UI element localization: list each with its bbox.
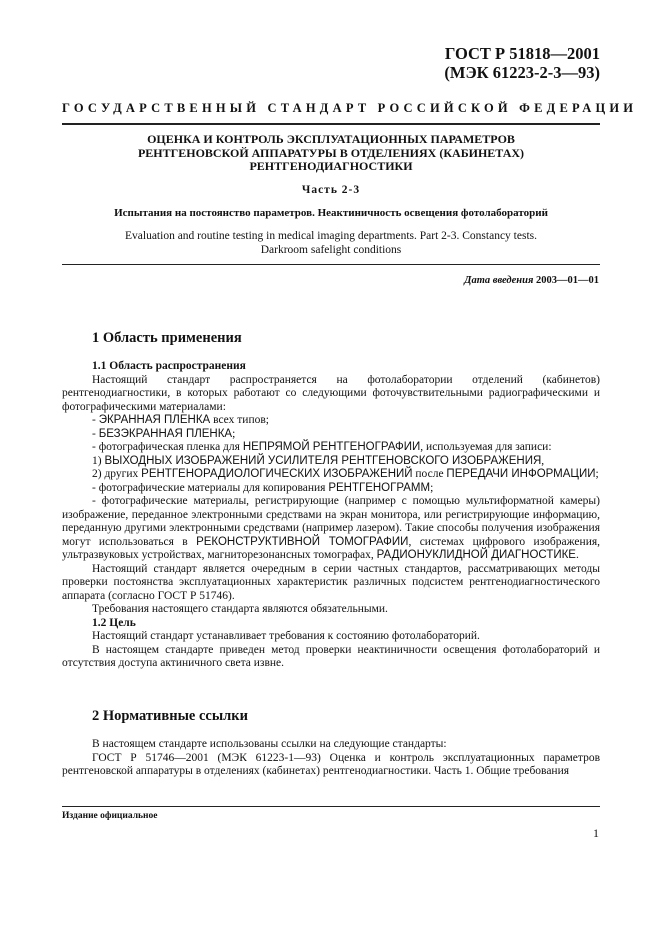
section-2-heading: 2 Нормативные ссылки (92, 708, 248, 724)
english-title (62, 229, 600, 257)
list-item: - ЭКРАННАЯ ПЛЕНКА всех типов; (92, 414, 269, 426)
iec-number: (МЭК 61223-2-3—93) (444, 63, 600, 82)
list-item: - фотографические материалы, регистрирующие (например с помощью мультиформатной камеры) изображение, переданное электронными средствами на экран монитора, или регистрирующие информацию, переданную другими электронными средствами (например лазером). Такие способы получения изображения могут использоваться в РЕКОНСТРУКТИВНОЙ ТОМОГРАФИИ, системах цифрового изображения, ультразвуковых устройствах, магниторезонансных томографах, РАДИОНУКЛИДНОЙ ДИАГНОСТИКЕ. (62, 495, 601, 561)
top-divider (62, 123, 600, 125)
bottom-divider (62, 806, 600, 807)
subsection-1-2-heading: 1.2 Цель (92, 616, 136, 629)
english-title-line-2: Darkroom safelight conditions (260, 244, 402, 256)
subsection-1-1-heading: 1.1 Область распространения (92, 360, 246, 372)
sub-list-item: 1) ВЫХОДНЫХ ИЗОБРАЖЕНИЙ УСИЛИТЕЛЯ РЕНТГЕНОВСКОГО ИЗОБРАЖЕНИЯ, (92, 454, 545, 467)
introduction-date (464, 275, 599, 286)
part-label: Часть 2-3 (301, 184, 361, 196)
paragraph: Требования настоящего стандарта являются обязательными. (92, 603, 388, 615)
paragraph: В настоящем стандарте приведен метод проверки неактиничности освещения фотолабораторий и отсутствия доступа актиничного света извне. (62, 643, 600, 669)
english-title-line-1: Evaluation and routine testing in medical imaging departments. Part 2-3. Constancy tests. (125, 230, 537, 242)
paragraph: В настоящем стандарте использованы ссылки на следующие стандарты: (92, 738, 447, 750)
introduction-date-value: 2003—01—01 (536, 275, 599, 286)
list-item: - БЕЗЭКРАННАЯ ПЛЕНКА; (92, 427, 236, 440)
section-1-heading: 1 Область применения (92, 330, 242, 346)
section-2-body (62, 738, 600, 779)
paragraph: Настоящий стандарт является очередным в серии частных стандартов, рассматривающих методы проверки постоянства эксплуатационных характеристик различных подсистем рентгенодиагностического аппарата (согласно ГОСТ Р 51746). (62, 562, 600, 602)
list-item: - фотографические материалы для копирования РЕНТГЕНОГРАММ; (92, 481, 434, 494)
state-standard-title: ГОСУДАРСТВЕННЫЙ СТАНДАРТ РОССИЙСКОЙ ФЕДЕРАЦИИ (62, 101, 638, 115)
page-number: 1 (593, 826, 599, 840)
list-item: - фотографическая пленка для НЕПРЯМОЙ РЕНТГЕНОГРАФИИ, используемая для записи: (92, 441, 552, 453)
title-line-1: ОЦЕНКА И КОНТРОЛЬ ЭКСПЛУАТАЦИОННЫХ ПАРАМЕТРОВ (147, 132, 515, 146)
reference-item: ГОСТ Р 51746—2001 (МЭК 61223-1—93) Оценка и контроль эксплуатационных параметров рентгеновской аппаратуры в отделениях (кабинетах) рентгенодиагностики. Часть 1. Общие требования (62, 751, 600, 777)
section-1-body (62, 360, 600, 671)
gost-number-block (444, 44, 600, 82)
edition-note: Издание официальное (62, 811, 158, 821)
subtitle: Испытания на постоянство параметров. Неактиничность освещения фотолабораторий (114, 207, 548, 219)
title-line-2: РЕНТГЕНОВСКОЙ АППАРАТУРЫ В ОТДЕЛЕНИЯХ (КАБИНЕТАХ) (137, 145, 525, 160)
middle-divider (62, 264, 600, 265)
title-line-3: РЕНТГЕНОДИАГНОСТИКИ (249, 159, 413, 173)
introduction-date-label: Дата введения (464, 275, 534, 286)
paragraph: Настоящий стандарт распространяется на фотолаборатории отделений (кабинетов) рентгенодиагностики, в которых работают со следующими фоточувствительными радиографическими и фотографическими материалами: (62, 373, 600, 413)
sub-list-item: 2) других РЕНТГЕНОРАДИОЛОГИЧЕСКИХ ИЗОБРАЖЕНИЙ после ПЕРЕДАЧИ ИНФОРМАЦИИ; (92, 468, 599, 480)
document-title (62, 133, 600, 174)
paragraph: Настоящий стандарт устанавливает требования к состоянию фотолабораторий. (92, 630, 480, 642)
gost-number: ГОСТ Р 51818—2001 (444, 44, 600, 63)
